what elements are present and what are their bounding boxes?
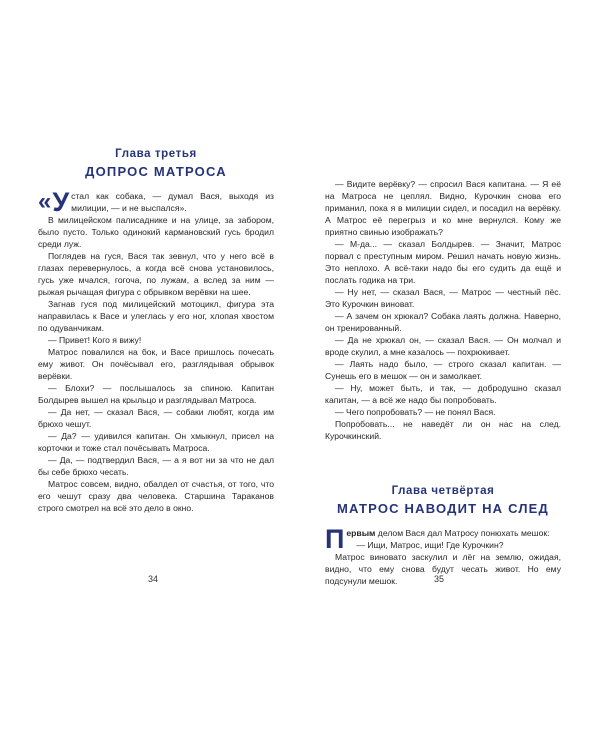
paragraph: Матрос повалился на бок, и Васе пришлось почесать ему живот. Он почёсывал его, разглядывая обрывок верёвки.	[38, 347, 274, 381]
chapter-four-label: Глава четвёртая	[391, 485, 495, 497]
paragraph: Попробовать... не наведёт ли он нас на след. Курочкинский.	[325, 419, 561, 441]
dropcap-quote: «	[38, 188, 52, 215]
dropcap-letter: П	[325, 524, 345, 554]
paragraph: Поглядев на гуся, Вася так зевнул, что у него всё в глазах перевернулось, а когда всё снова установилось, гусь уже мчался, гогоча, по лужам, а вслед за ним — рыжая рычащая фигура с обрывком верёвки на шее.	[38, 251, 274, 297]
chapter-three-continued-text	[325, 178, 561, 442]
paragraph: Матрос совсем, видно, обалдел от счастья, от того, что его чешут сразу два человека. Старшина Тараканов строго смотрел на всё это дело в окно.	[38, 479, 274, 513]
opening-text: стал как собака, — думал Вася, выходя из милиции, — и не выспался».	[71, 191, 274, 213]
opening-word: ервым	[346, 528, 376, 538]
paragraph: — Блохи? — послышалось за спиною. Капитан Болдырев вышел на крыльцо и разглядывал Матроса.	[38, 383, 274, 405]
paragraph: Матрос виновато заскулил и лёг на землю, ожидая, видно, что ему снова будут чесать живот. Но ему подсунули мешок.	[325, 552, 561, 586]
page-number-left: 34	[147, 574, 158, 584]
chapter-three-label: Глава третья	[115, 148, 197, 160]
paragraph: — Да, — подтвердил Вася, — а я вот ни за что не дал бы себе брюхо чесать.	[38, 455, 274, 477]
opening-paragraph	[38, 187, 274, 217]
paragraph: — Лаять надо было, — строго сказал капитан. — Сунешь его в мешок — он и замолкает.	[325, 359, 561, 381]
paragraph: В милицейском палисаднике и на улице, за забором, было пусто. Только одинокий кармановский гусь бродил среди луж.	[38, 215, 274, 249]
page-number-right: 35	[433, 574, 444, 584]
chapter-three-heading	[38, 148, 274, 179]
chapter-four-title: МАТРОС НАВОДИТ НА СЛЕД	[337, 501, 549, 516]
paragraph: — Да нет, — сказал Вася, — собаки любят, когда им брюхо чешут.	[38, 407, 274, 429]
chapter-three-title: ДОПРОС МАТРОСА	[85, 164, 227, 179]
dropcap-letter: У	[52, 187, 70, 217]
paragraph: — А зачем он хрюкал? Собака лаять должна. Наверно, он тренированный.	[325, 311, 561, 333]
paragraph: — Видите верёвку? — спросил Вася капитана. — Я её на Матроса не цеплял. Видно, Курочкин снова его приманил, пока я в милиции сидел, и посадил на верёвку. А Матрос её перегрыз и ко мне вернулся. Кому же приятно свинью изображать?	[325, 179, 561, 237]
paragraph: — Чего попробовать? — не понял Вася.	[335, 407, 496, 417]
chapter-three-text	[38, 187, 274, 514]
opening-text: делом Вася дал Матросу понюхать мешок:	[375, 528, 550, 538]
chapter-four-heading	[325, 485, 561, 516]
paragraph: — Ну, может быть, и так, — добродушно сказал капитан, — а всё же надо бы попробовать.	[325, 383, 561, 405]
paragraph: Загнав гуся под милицейский мотоцикл, фигура эта направилась к Васе и улеглась у его ног, хлопая хвостом по одуванчикам.	[38, 299, 274, 333]
left-page	[38, 0, 274, 514]
paragraph: — Привет! Кого я вижу!	[48, 335, 142, 345]
paragraph: — Да? — удивился капитан. Он хмыкнул, присел на корточки и тоже стал почёсывать Матроса.	[38, 431, 274, 453]
paragraph: — Да не хрюкал он, — сказал Вася. — Он молчал и вроде скулил, а мне казалось — похрюкивает.	[325, 335, 561, 357]
paragraph: — М-да... — сказал Болдырев. — Значит, Матрос порвал с преступным миром. Решил начать новую жизнь. Это неплохо. А всё-таки надо бы его судить да ещё и послать годика на три.	[325, 239, 561, 285]
paragraph: — Ищи, Матрос, ищи! Где Курочкин?	[356, 540, 504, 550]
right-page	[325, 0, 561, 587]
paragraph: — Ну нет, — сказал Вася, — Матрос — честный пёс. Это Курочкин виноват.	[325, 287, 561, 309]
